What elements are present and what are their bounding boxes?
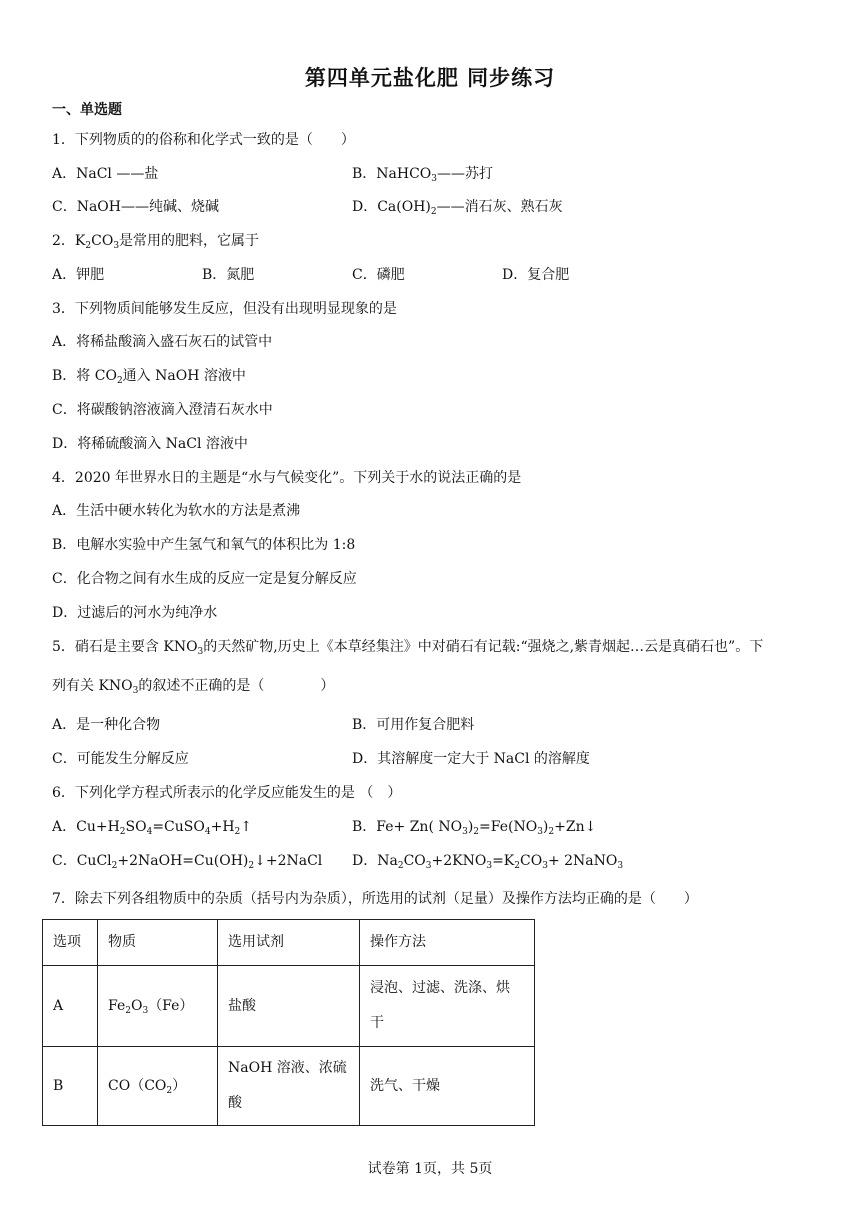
q2-option-a: A．钾肥	[52, 267, 105, 283]
header-cell: 操作方法	[360, 920, 535, 966]
section-heading: 一、单选题	[52, 102, 122, 118]
cell-option: A	[43, 966, 98, 1047]
question-5-stem-line2: 列有关 $KNO_3$的叙述不正确的是（ ）	[52, 678, 335, 696]
q5-option-d: D．其溶解度一定大于 NaCl 的溶解度	[352, 751, 590, 767]
question-2-stem: 2．$K_2CO_3$是常用的肥料，它属于	[52, 233, 260, 251]
q7-options-table	[42, 919, 535, 1126]
question-6-stem: 6．下列化学方程式所表示的化学反应能发生的是 （ ）	[52, 785, 402, 801]
header-cell: 选用试剂	[218, 920, 360, 966]
cell-method: 浸泡、过滤、洗涤、烘 干	[360, 966, 535, 1047]
q1-option-b: B．NaHCO$_3$——苏打	[352, 166, 494, 184]
table-row	[43, 966, 535, 1047]
cell-option: B	[43, 1047, 98, 1126]
q2-option-d: D．复合肥	[502, 267, 570, 283]
q6-option-d: D．$Na_2CO_3+2KNO_3=K_2CO_3+$ 2NaNO$_3$	[352, 853, 624, 871]
q6-option-c: C．$CuCl_2+2NaOH=Cu(OH)_2↓+2NaCl$	[52, 853, 323, 871]
question-1-stem: 1．下列物质的的俗称和化学式一致的是（ ）	[52, 132, 355, 148]
q2-option-b: B．氮肥	[202, 267, 255, 283]
header-cell: 选项	[43, 920, 98, 966]
cell-reagent: 盐酸	[218, 966, 360, 1047]
table-row	[43, 1047, 535, 1126]
q1-option-c: C．NaOH——纯碱、烧碱	[52, 199, 219, 215]
q5-option-c: C．可能发生分解反应	[52, 751, 189, 767]
q5-option-b: B．可用作复合肥料	[352, 717, 475, 733]
q6-option-b: B．Fe+ Zn( $NO_3)_2=Fe(NO_3)_2+Zn↓$	[352, 819, 597, 837]
cell-reagent: NaOH 溶液、浓硫 酸	[218, 1047, 360, 1126]
cell-method: 洗气、干燥	[360, 1047, 535, 1126]
q2-option-c: C．磷肥	[352, 267, 405, 283]
q3-option-b: B．将 $CO_2$通入 NaOH 溶液中	[52, 368, 246, 386]
q4-option-a: A．生活中硬水转化为软水的方法是煮沸	[52, 503, 301, 519]
question-5-stem-line1: 5．硝石是主要含 $KNO_3$的天然矿物,历史上《本草经集注》中对硝石有记载:“强烧之,紫青烟起…云是真硝石也”。下	[52, 639, 764, 657]
cell-substance: $Fe_2O_3(Fe)$	[98, 966, 218, 1047]
q4-option-d: D．过滤后的河水为纯净水	[52, 605, 218, 621]
table-header-row	[43, 920, 535, 966]
page-footer: 试卷第 1页，共 5页	[367, 1161, 493, 1177]
q3-option-a: A．将稀盐酸滴入盛石灰石的试管中	[52, 334, 273, 350]
q5-option-a: A．是一种化合物	[52, 717, 161, 733]
q4-option-b: B．电解水实验中产生氢气和氧气的体积比为 1:8	[52, 537, 356, 553]
q3-option-c: C．将碳酸钠溶液滴入澄清石灰水中	[52, 402, 273, 418]
question-4-stem: 4．2020 年世界水日的主题是“水与气候变化”。下列关于水的说法正确的是	[52, 470, 522, 486]
question-7-stem: 7．除去下列各组物质中的杂质（括号内为杂质），所选用的试剂（足量）及操作方法均正确的是（ ）	[52, 891, 698, 907]
q6-option-a: A．$Cu+H_2SO_4=CuSO_4+H_2↑$	[52, 819, 253, 837]
header-cell: 物质	[98, 920, 218, 966]
q1-option-a: A．NaCl ——盐	[52, 166, 159, 182]
cell-substance: $CO(CO_2)$	[98, 1047, 218, 1126]
q4-option-c: C．化合物之间有水生成的反应一定是复分解反应	[52, 571, 357, 587]
question-3-stem: 3．下列物质间能够发生反应，但没有出现明显现象的是	[52, 301, 397, 317]
page-title: 第四单元盐化肥 同步练习	[304, 66, 556, 90]
q3-option-d: D．将稀硫酸滴入 NaCl 溶液中	[52, 436, 248, 452]
q1-option-d: D．$Ca(OH)_2——$消石灰、熟石灰	[352, 199, 563, 217]
